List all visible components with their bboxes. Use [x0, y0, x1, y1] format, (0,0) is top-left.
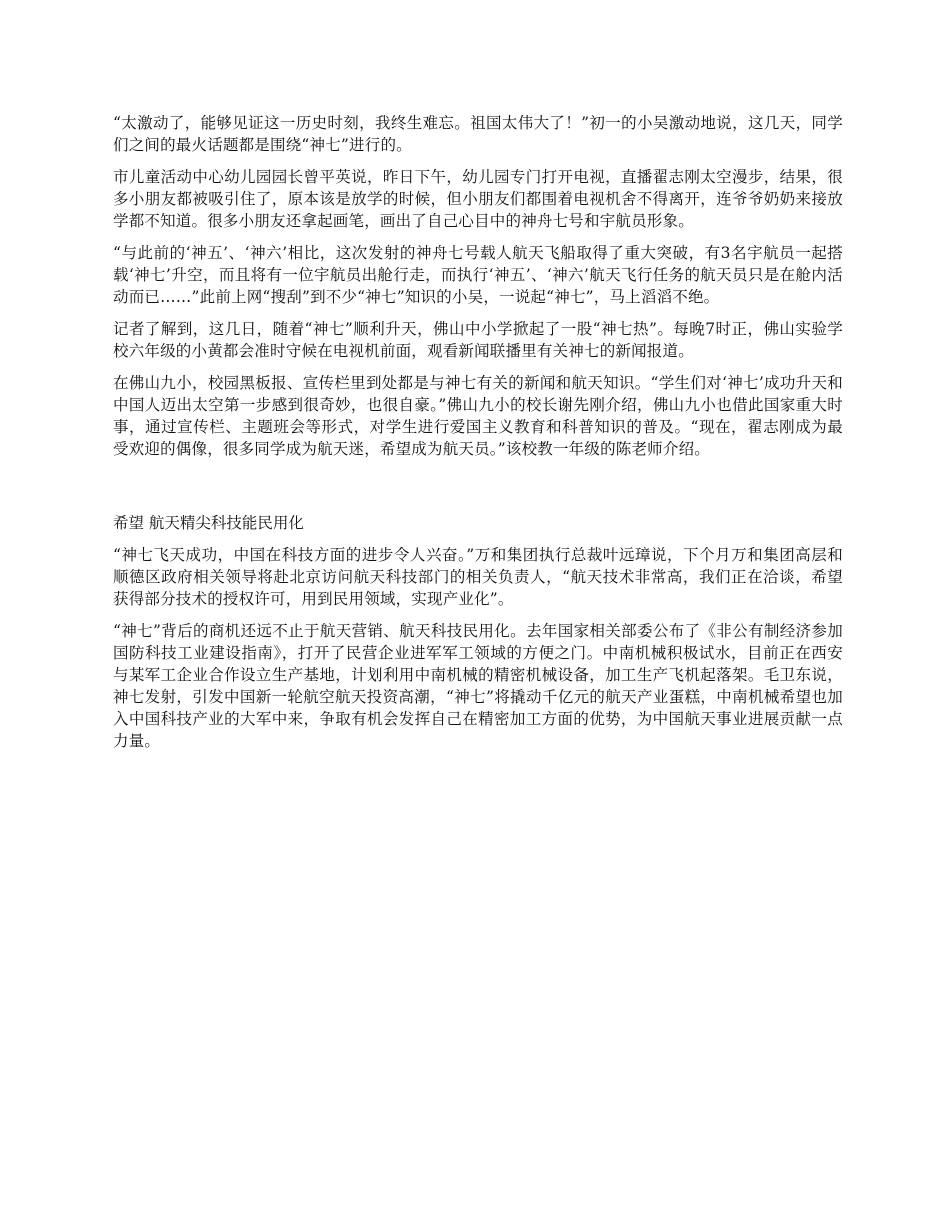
document-page	[113, 112, 843, 762]
paragraph: 记者了解到，这几日，随着“神七”顺利升天，佛山中小学掀起了一股“神七热”。每晚7时正，佛山实验学校六年级的小黄都会准时守候在电视机前面，观看新闻联播里有关神七的新闻报道。	[113, 320, 843, 360]
paragraph: 市儿童活动中心幼儿园园长曾平英说，昨日下午，幼儿园专门打开电视，直播翟志刚太空漫步，结果，很多小朋友都被吸引住了，原本该是放学的时候，但小朋友们都围着电视机舍不得离开，连爷爷奶奶来接放学都不知道。很多小朋友还拿起画笔，画出了自己心目中的神舟七号和宇航员形象。	[113, 168, 843, 230]
section-heading: 希望 航天精尖科技能民用化	[113, 514, 304, 532]
paragraph: 在佛山九小，校园黑板报、宣传栏里到处都是与神七有关的新闻和航天知识。“学生们对‘神七’成功升天和中国人迈出太空第一步感到很奇妙，也很自豪。”佛山九小的校长谢先刚介绍，佛山九小也借此国家重大时事，通过宣传栏、主题班会等形式，对学生进行爱国主义教育和科普知识的普及。“现在，翟志刚成为最受欢迎的偶像，很多同学成为航天迷，希望成为航天员。”该校教一年级的陈老师介绍。	[113, 374, 843, 458]
paragraph: “神七”背后的商机还远不止于航天营销、航天科技民用化。去年国家相关部委公布了《非公有制经济参加国防科技工业建设指南》，打开了民营企业进军军工领域的方便之门。中南机械积极试水，目前正在西安与某军工企业合作设立生产基地，计划利用中南机械的精密机械设备，加工生产飞机起落架。毛卫东说，神七发射，引发中国新一轮航空航天投资高潮，“神七”将撬动千亿元的航天产业蛋糕，中南机械希望也加入中国科技产业的大军中来，争取有机会发挥自己在精密加工方面的优势，为中国航天事业进展贡献一点力量。	[113, 622, 843, 750]
paragraph: “神七飞天成功，中国在科技方面的进步令人兴奋。”万和集团执行总裁叶远璋说，下个月万和集团高层和顺德区政府相关领导将赴北京访问航天科技部门的相关负责人，“航天技术非常高，我们正在洽谈，希望获得部分技术的授权许可，用到民用领域，实现产业化”。	[113, 546, 843, 608]
paragraph: “太激动了，能够见证这一历史时刻，我终生难忘。祖国太伟大了！”初一的小吴激动地说，这几天，同学们之间的最火话题都是围绕“神七”进行的。	[113, 114, 843, 154]
paragraph: “与此前的‘神五’、‘神六’相比，这次发射的神舟七号载人航天飞船取得了重大突破，有3名宇航员一起搭载‘神七’升空，而且将有一位宇航员出舱行走，而执行‘神五’、‘神六’航天飞行任务的航天员只是在舱内活动而已……”此前上网“搜刮”到不少“神七”知识的小吴，一说起“神七”，马上滔滔不绝。	[113, 244, 843, 306]
